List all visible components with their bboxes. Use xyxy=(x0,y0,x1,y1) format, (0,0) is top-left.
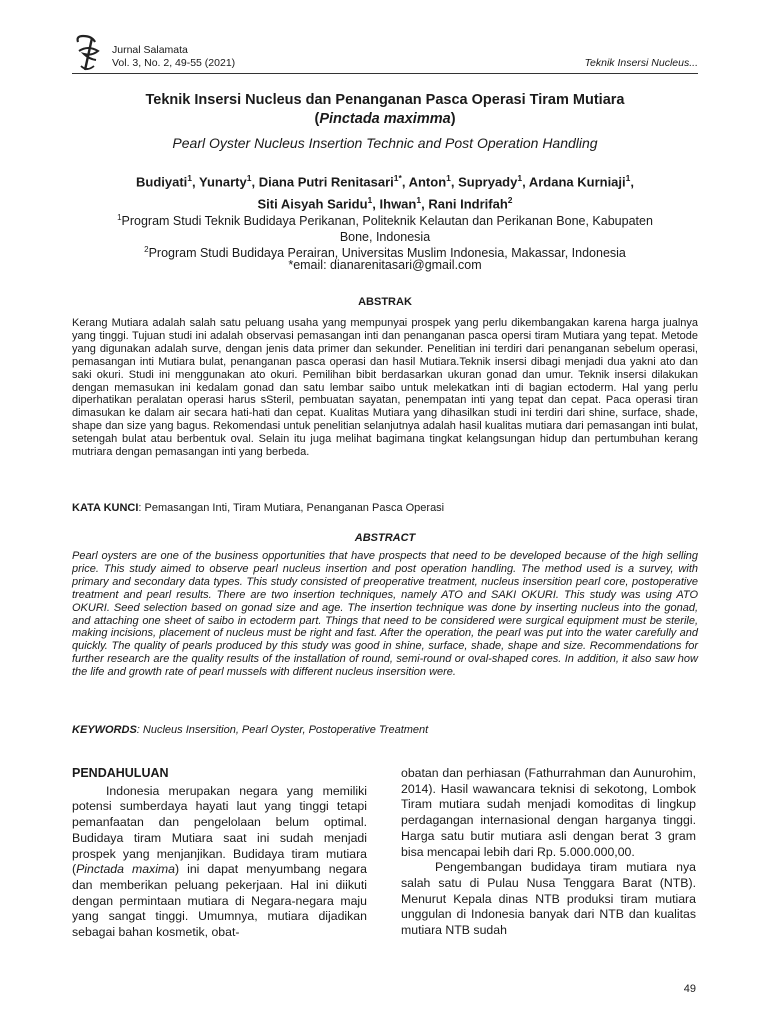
affiliation-1-text: Program Studi Teknik Budidaya Perikanan, Politeknik Kelautan dan Perikanan Bone, Kabupaten xyxy=(121,214,653,229)
title-paren-close: ) xyxy=(450,111,456,127)
article-subtitle: Pearl Oyster Nucleus Insertion Technic and Post Operation Handling xyxy=(172,135,598,151)
author-affil-sup: 1 xyxy=(625,173,631,183)
abstrak-body: Kerang Mutiara adalah salah satu peluang usaha yang mempunyai prospek yang perlu dikembangakan karena harga jualnya yang tinggi. Tujuan studi ini adalah observasi pemasangan inti dan penanganan pasca opersi tiram Mutiara yang tepat. Metode yang digunakan adalah surve, dengan jenis data primer dan sekunder. Penelitian ini terdiri dari penanganan sebelum operasi, pemasangan inti Mutiara bulat, penanganan pasca operasi dan hasil Mutiara.Teknik insersi dibagi menjadi dua yakni ato dan saki okuri. Studi ini menggunakan ato okuri. Pemilihan bibit berdasarkan ukuran gonad dan umur. Teknik insersi dilakukan dengan memasukan ini kedalam gonad dan satu lembar saibo untuk melekatkan inti di bagian ectoderm. Hal yang perlu diperhatikan peralatan operasi harus sSteril, pembuatan sayatan, penempatan inti yang tepat dan cepat. Paca operasi tiran dimasukan ke dalam air secara hati-hati dan cepat. Kualitas Mutiara yang dihasilkan studi ini terdiri dari shine, surface, shade, shape dan size yang bagus. Rekomendasi untuk penelitian selanjutnya adalah hasil kualitas mutiara dari pemasangan inti bulat, setengah bulat atau berbentuk oval. Selain itu juga melihat bagimana tingkat kelangsungan hidup dan pertumbuhan kerang mutriara dengan pemasangan inti yang berbeda. xyxy=(72,317,698,459)
keywords-label: KEYWORDS xyxy=(72,724,137,736)
author-affil-sup: 1 xyxy=(246,173,252,183)
author-name: Diana Putri Renitasari xyxy=(258,174,394,190)
author-affil-sup: 2 xyxy=(507,195,513,206)
author-name: Ihwan xyxy=(379,196,417,212)
affiliation-2-sup: 2 xyxy=(144,245,149,254)
body-text: ) ini dapat menyumbang negara dan memberikan peluang pekerjaan. Hal ini diikuti dengan permintaan mutiara di Negara-negara maju yang sangat tinggi. Umumnya, mutiara dijadikan sebagai bahan kosmetik, obat- xyxy=(72,862,367,940)
author-line-1 xyxy=(72,169,698,191)
author-affil-sup: 1 xyxy=(446,173,451,183)
author-sep: , xyxy=(372,196,380,212)
body-paragraph: obatan dan perhiasan (Fathurrahman dan Aunurohim, 2014). Hasil wawancara teknisi di sekotong, Lombok Tiram mutiara sudah menjadi komoditas di lingkup perdagangan internasional dengan harganya tinggi. Harga satu butir mutiara asli dengan berat 3 gram bisa mencapai lebih dari Rp. 5.000.000,00. xyxy=(401,766,696,859)
body-species: Pinctada maxima xyxy=(76,862,176,877)
author-name: Budiyati xyxy=(136,174,188,190)
kata-kunci xyxy=(72,502,698,514)
abstract-heading: ABSTRACT xyxy=(354,532,416,544)
author-sep: , xyxy=(421,196,429,212)
section-heading-pendahuluan: PENDAHULUAN xyxy=(72,766,169,780)
author-name: Yunarty xyxy=(199,174,247,190)
author-affil-sup: 1 xyxy=(416,195,422,206)
abstract-body: Pearl oysters are one of the business opportunities that have prospects that need to be developed because of the high selling price. This study aimed to observe pearl nucleus insertion and post operation handling. The method used is a survey, with primary and secondary data types. This study consisted of preoperative treatment, nucleus insersition pearl core, postoperative treatment and pearl results. There are two insertion techniques, namely ATO and SAKI OKURI. This study was using ATO OKURI. Seed selection based on gonad size and age. The insertion technique was done by inserting nucleus into the gonad, and attaching one sheet of saibo in ectoderm part. Things that need to be considered were surgical equipment must be sterile, making incisions, placement of nucleus must be right and fast. After the operation, the pearl was put into the water carefully and quickly. The quality of pearls produced by this study was good in shine, surface, shade, shape and size. Recommendations for further research are the quality results of the installation of round, semi-round or oval-shaped cores. In addition, it also saw how the life and growth rate of pearl mussels with different nucleus insersition were. xyxy=(72,550,698,679)
keywords-text: : Nucleus Insersition, Pearl Oyster, Postoperative Treatment xyxy=(136,724,429,736)
author-name: Ardana Kurniaji xyxy=(528,174,626,190)
affiliation-1-line-2: Bone, Indonesia xyxy=(339,230,431,245)
affiliation-2-text: Program Studi Budidaya Perairan, Universitas Muslim Indonesia, Makassar, Indonesia xyxy=(148,246,626,261)
journal-logo-icon xyxy=(72,34,106,74)
journal-name: Jurnal Salamata xyxy=(112,44,188,56)
affiliation-1-line-1 xyxy=(72,210,698,229)
author-sep: , xyxy=(630,174,634,190)
author-affil-sup: 1 xyxy=(367,195,373,206)
body-column-right xyxy=(401,766,696,939)
author-name: Supryady xyxy=(458,174,518,190)
journal-volume: Vol. 3, No. 2, 49-55 (2021) xyxy=(112,57,236,69)
keywords xyxy=(72,724,698,736)
body-text: Indonesia merupakan negara yang memiliki potensi sumberdaya hayati laut yang tinggi tetapi pemanfaatan dan pengelolaan belum optimal. Budidaya tiram Mutiara saat ini sudah menjadi prospek yang menjanjikan. Budidaya tiram mutiara ( xyxy=(72,783,367,877)
author-name: Siti Aisyah Saridu xyxy=(257,196,368,212)
body-paragraph: Pengembangan budidaya tiram mutiara nya salah satu di Pulau Nusa Tenggara Barat (NTB). Menurut Kepala dinas NTB produksi tiram mutiara unggulan di Indonesia banyak dari NTB dan kualitas mutiara NTB sudah xyxy=(401,860,696,938)
journal-info xyxy=(112,44,235,70)
author-affil-sup: 1* xyxy=(393,173,402,183)
article-title xyxy=(72,91,698,129)
affiliation-1-sup: 1 xyxy=(117,213,122,222)
author-sep: , xyxy=(522,174,529,190)
page-number: 49 xyxy=(683,983,696,995)
author-sep: , xyxy=(192,174,200,190)
kata-kunci-label: KATA KUNCI xyxy=(72,502,139,514)
affiliation-1 xyxy=(72,210,698,245)
body-paragraph xyxy=(72,784,367,941)
title-line-1: Teknik Insersi Nucleus dan Penanganan Pasca Operasi Tiram Mutiara xyxy=(145,92,625,108)
body-column-left xyxy=(72,766,367,941)
author-affil-sup: 1 xyxy=(517,173,523,183)
abstrak-heading: ABSTRAK xyxy=(358,296,412,308)
title-species: Pinctada maximma xyxy=(319,111,451,127)
author-affil-sup: 1 xyxy=(187,173,193,183)
author-sep: , xyxy=(251,174,259,190)
author-sep: , xyxy=(450,174,459,190)
author-sep: , xyxy=(401,174,409,190)
title-line-2 xyxy=(72,110,698,129)
author-list xyxy=(72,169,698,214)
title-paren-open: ( xyxy=(314,111,320,127)
kata-kunci-text: : Pemasangan Inti, Tiram Mutiara, Penanganan Pasca Operasi xyxy=(138,502,445,514)
header-divider xyxy=(72,73,698,74)
running-title: Teknik Insersi Nucleus... xyxy=(584,57,698,69)
author-name: Anton xyxy=(408,174,447,190)
author-name: Rani Indrifah xyxy=(428,196,508,212)
corresponding-email: *email: dianarenitasari@gmail.com xyxy=(288,258,482,272)
